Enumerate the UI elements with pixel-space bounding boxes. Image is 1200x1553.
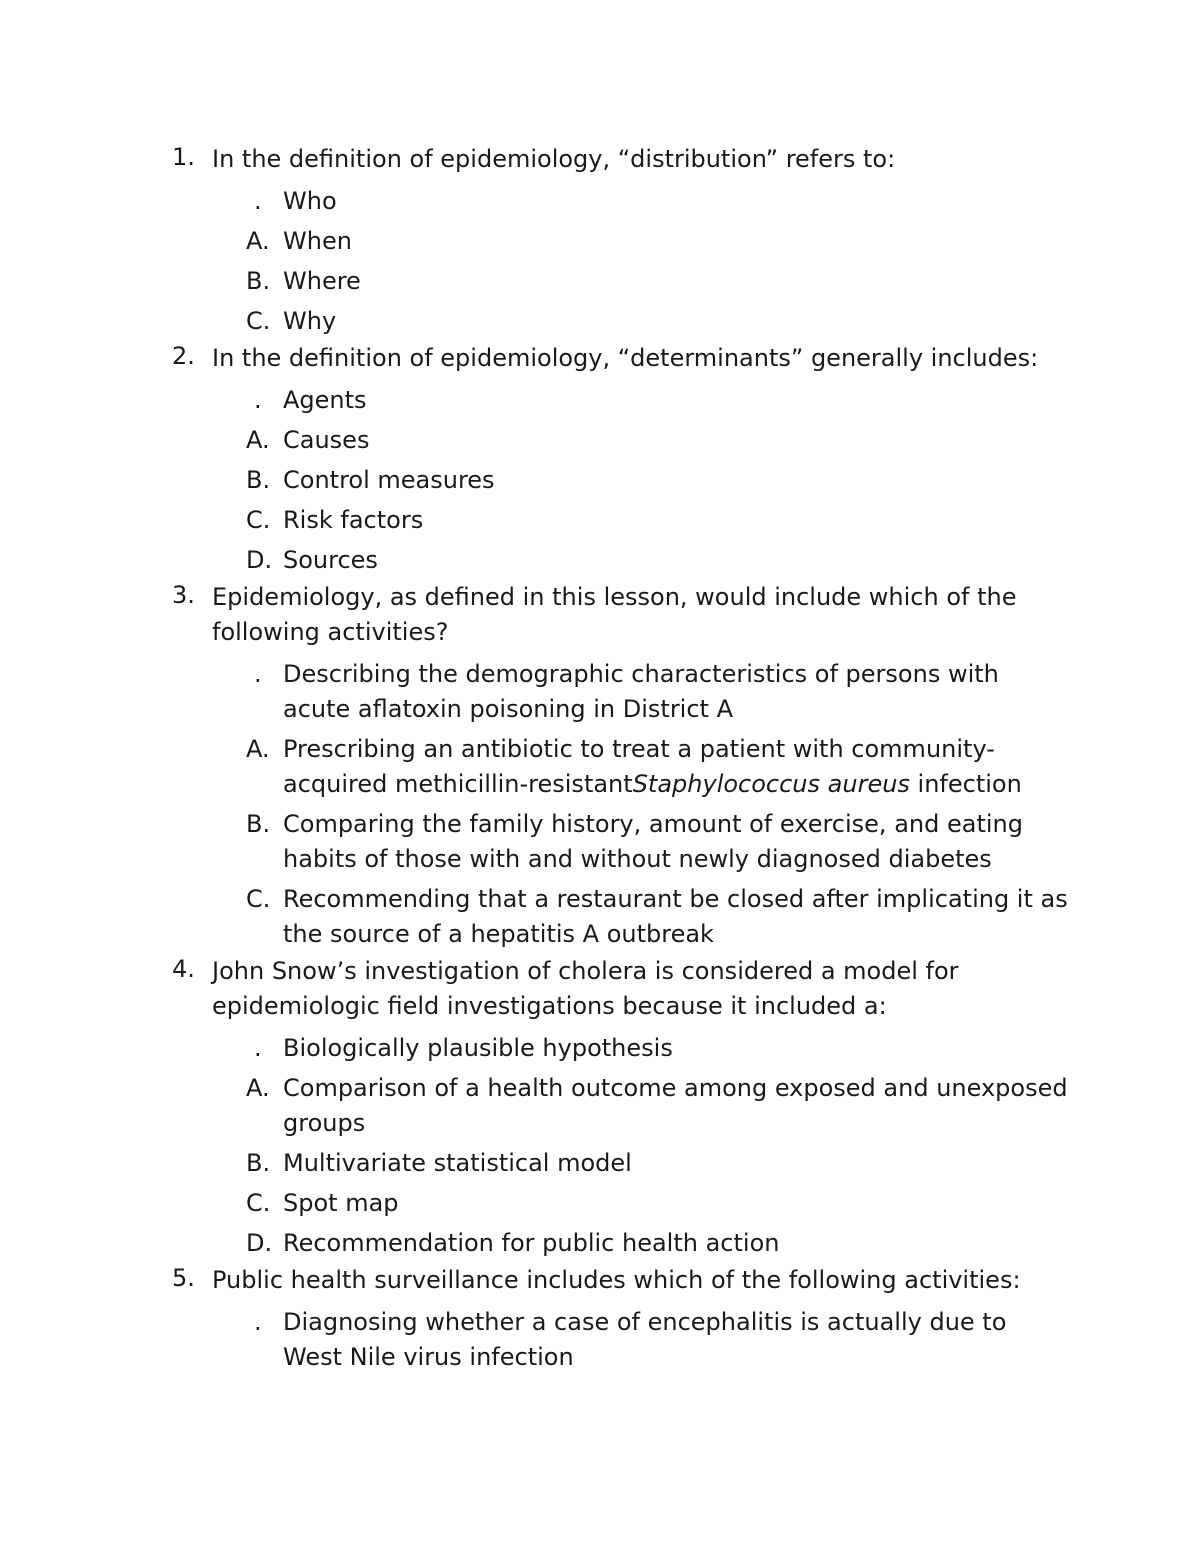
question-2 bbox=[0, 339, 1200, 378]
option-c bbox=[0, 304, 1200, 339]
option-marker: B. bbox=[246, 1149, 271, 1177]
question-4-options bbox=[0, 1031, 1200, 1261]
option-b bbox=[0, 807, 1200, 877]
question-text: In the definition of epidemiology, “distribution” refers to: bbox=[212, 145, 896, 173]
option-text-main: Prescribing an antibiotic to treat a patient with community-acquired methicillin-resistant bbox=[283, 735, 995, 798]
option-text: Control measures bbox=[283, 466, 495, 494]
option-text: Where bbox=[283, 267, 361, 295]
option-text: Recommending that a restaurant be closed after implicating it as the source of a hepatitis A outbreak bbox=[283, 885, 1068, 948]
option-blank bbox=[0, 1031, 1200, 1066]
option-marker: A. bbox=[246, 426, 270, 454]
question-3-options bbox=[0, 657, 1200, 952]
question-5 bbox=[0, 1261, 1200, 1300]
option-a bbox=[0, 423, 1200, 458]
option-marker: C. bbox=[246, 506, 271, 534]
option-text bbox=[283, 735, 1022, 798]
question-text: Epidemiology, as defined in this lesson, would include which of the following activities? bbox=[212, 583, 1017, 646]
option-c bbox=[0, 1186, 1200, 1221]
option-marker: B. bbox=[246, 267, 271, 295]
question-4 bbox=[0, 952, 1200, 1026]
option-text: Recommendation for public health action bbox=[283, 1229, 780, 1257]
option-text: Describing the demographic characteristics of persons with acute aflatoxin poisoning in District A bbox=[283, 660, 999, 723]
question-text: John Snow’s investigation of cholera is considered a model for epidemiologic field investigations because it included a: bbox=[212, 957, 959, 1020]
option-text: Risk factors bbox=[283, 506, 424, 534]
option-text: Multivariate statistical model bbox=[283, 1149, 632, 1177]
option-text: Biologically plausible hypothesis bbox=[283, 1034, 673, 1062]
option-marker: C. bbox=[246, 1189, 271, 1217]
option-marker: . bbox=[254, 386, 262, 414]
option-text: Causes bbox=[283, 426, 370, 454]
option-text: Sources bbox=[283, 546, 378, 574]
quiz-page bbox=[0, 140, 1200, 1375]
option-marker: B. bbox=[246, 466, 271, 494]
option-d bbox=[0, 1226, 1200, 1261]
option-text: Comparing the family history, amount of exercise, and eating habits of those with and without newly diagnosed diabetes bbox=[283, 810, 1023, 873]
option-blank bbox=[0, 1305, 1200, 1375]
option-text: Who bbox=[283, 187, 337, 215]
option-marker: A. bbox=[246, 227, 270, 255]
option-a bbox=[0, 732, 1200, 802]
option-marker: D. bbox=[246, 1229, 273, 1257]
question-2-options bbox=[0, 383, 1200, 578]
organism-name: Staphylococcus aureus bbox=[632, 770, 910, 798]
option-text: Agents bbox=[283, 386, 367, 414]
option-d bbox=[0, 543, 1200, 578]
question-3 bbox=[0, 578, 1200, 652]
option-text-suffix: infection bbox=[909, 770, 1022, 798]
question-1-options bbox=[0, 184, 1200, 339]
option-text: Spot map bbox=[283, 1189, 399, 1217]
option-marker: C. bbox=[246, 885, 271, 913]
option-marker: . bbox=[254, 1308, 262, 1336]
question-number: 2. bbox=[172, 342, 195, 370]
option-marker: . bbox=[254, 187, 262, 215]
option-marker: C. bbox=[246, 307, 271, 335]
option-text: When bbox=[283, 227, 352, 255]
option-blank bbox=[0, 657, 1200, 727]
option-b bbox=[0, 463, 1200, 498]
option-marker: . bbox=[254, 1034, 262, 1062]
option-b bbox=[0, 264, 1200, 299]
option-c bbox=[0, 503, 1200, 538]
option-a bbox=[0, 224, 1200, 259]
option-b bbox=[0, 1146, 1200, 1181]
option-a bbox=[0, 1071, 1200, 1141]
option-marker: A. bbox=[246, 1074, 270, 1102]
question-5-options bbox=[0, 1305, 1200, 1375]
option-marker: D. bbox=[246, 546, 273, 574]
option-marker: A. bbox=[246, 735, 270, 763]
option-text: Comparison of a health outcome among exposed and unexposed groups bbox=[283, 1074, 1068, 1137]
option-blank bbox=[0, 184, 1200, 219]
question-1 bbox=[0, 140, 1200, 179]
question-text: Public health surveillance includes which of the following activities: bbox=[212, 1266, 1021, 1294]
question-text: In the definition of epidemiology, “determinants” generally includes: bbox=[212, 344, 1039, 372]
option-blank bbox=[0, 383, 1200, 418]
option-marker: B. bbox=[246, 810, 271, 838]
question-number: 3. bbox=[172, 581, 195, 609]
question-number: 4. bbox=[172, 955, 195, 983]
question-number: 1. bbox=[172, 143, 195, 171]
option-marker: . bbox=[254, 660, 262, 688]
option-c bbox=[0, 882, 1200, 952]
option-text: Diagnosing whether a case of encephalitis is actually due to West Nile virus infection bbox=[283, 1308, 1007, 1371]
question-number: 5. bbox=[172, 1264, 195, 1292]
option-text: Why bbox=[283, 307, 337, 335]
